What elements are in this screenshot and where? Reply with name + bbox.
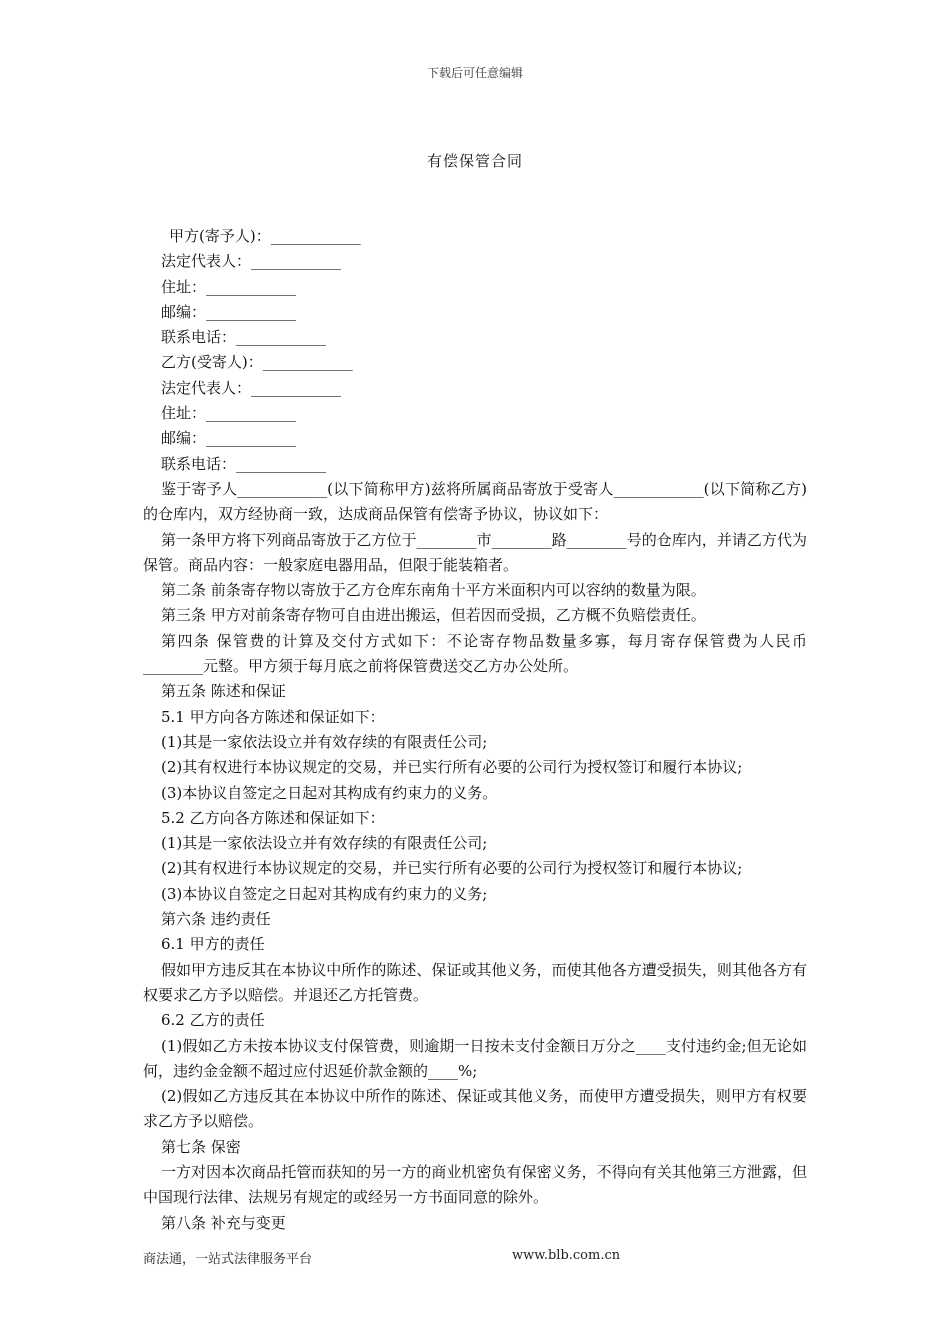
clause-5-heading: 第五条 陈述和保证 bbox=[161, 682, 286, 701]
clause-5-2: 5.2 乙方向各方陈述和保证如下： bbox=[161, 808, 385, 827]
clause-6-heading: 第六条 违约责任 bbox=[161, 910, 271, 929]
party-b-phone: 联系电话：____________ bbox=[161, 454, 327, 473]
header-note: 下载后可任意编辑 bbox=[426, 66, 523, 80]
footer-brand: 商法通，一站式法律服务平台 bbox=[143, 1252, 313, 1267]
party-a-postcode: 邮编：____________ bbox=[161, 302, 297, 321]
clause-7-heading: 第七条 保密 bbox=[161, 1137, 241, 1156]
party-b-representative: 法定代表人：____________ bbox=[161, 378, 342, 397]
party-b-name: 乙方(受寄人)：____________ bbox=[161, 353, 353, 372]
clause-5-1-item: (1)其是一家依法设立并有效存续的有限责任公司; bbox=[161, 732, 488, 751]
clause-6-1: 6.1 甲方的责任 bbox=[161, 935, 265, 954]
clause-1: 第一条甲方将下列商品寄放于乙方位于________市________路________号的仓库内，并请乙方代为保管。商品内容：一般家庭电器用品，但限于能装箱者。 bbox=[143, 530, 807, 574]
clause-5-2-item: (1)其是一家依法设立并有效存续的有限责任公司; bbox=[161, 834, 488, 853]
contract-body bbox=[143, 224, 807, 1236]
clause-5-2-item: (3)本协议自签定之日起对其构成有约束力的义务; bbox=[161, 884, 488, 903]
clause-4: 第四条 保管费的计算及交付方式如下：不论寄存物品数量多寡，每月寄存保管费为人民币________元整。甲方须于每月底之前将保管费送交乙方办公处所。 bbox=[143, 631, 807, 676]
party-b-address: 住址：____________ bbox=[161, 404, 297, 423]
party-a-representative: 法定代表人：____________ bbox=[161, 252, 342, 271]
clause-6-1-text: 假如甲方违反其在本协议中所作的陈述、保证或其他义务，而使其他各方遭受损失，则其他各方有权要求乙方予以赔偿。并退还乙方托管费。 bbox=[143, 960, 807, 1004]
party-a-address: 住址：____________ bbox=[161, 277, 297, 296]
clause-5-1-item: (3)本协议自签定之日起对其构成有约束力的义务。 bbox=[161, 783, 498, 802]
clause-8-heading: 第八条 补充与变更 bbox=[161, 1213, 286, 1232]
clause-5-1-item: (2)其有权进行本协议规定的交易，并已实行所有必要的公司行为授权签订和履行本协议; bbox=[161, 758, 743, 777]
clause-5-1: 5.1 甲方向各方陈述和保证如下： bbox=[161, 707, 385, 726]
footer-url: www.blb.com.cn bbox=[512, 1248, 621, 1263]
intro-paragraph: 鉴于寄予人____________(以下简称甲方)兹将所属商品寄放于受寄人____________(以下简称乙方)的仓库内，双方经协商一致，达成商品保管有偿寄予协议，协议如下： bbox=[143, 479, 807, 524]
clause-2: 第二条 前条寄存物以寄放于乙方仓库东南角十平方米面积内可以容纳的数量为限。 bbox=[161, 581, 706, 600]
clause-7-text: 一方对因本次商品托管而获知的另一方的商业机密负有保密义务，不得向有关其他第三方泄露，但中国现行法律、法规另有规定的或经另一方书面同意的除外。 bbox=[143, 1162, 807, 1207]
clause-6-2-item-2: (2)假如乙方违反其在本协议中所作的陈述、保证或其他义务，而使甲方遭受损失，则甲方有权要求乙方予以赔偿。 bbox=[143, 1087, 807, 1131]
party-b-postcode: 邮编：____________ bbox=[161, 429, 297, 448]
party-a-phone: 联系电话：____________ bbox=[161, 328, 327, 347]
clause-6-2-item-1: (1)假如乙方未按本协议支付保管费，则逾期一日按未支付金额日万分之____支付违约金;但无论如何，违约金金额不超过应付迟延价款金额的____%; bbox=[143, 1036, 807, 1080]
clause-5-2-item: (2)其有权进行本协议规定的交易，并已实行所有必要的公司行为授权签订和履行本协议; bbox=[161, 859, 743, 878]
clause-6-2: 6.2 乙方的责任 bbox=[161, 1011, 265, 1030]
party-a-name: 甲方(寄予人)：____________ bbox=[169, 227, 361, 245]
clause-3: 第三条 甲方对前条寄存物可自由进出搬运，但若因而受损，乙方概不负赔偿责任。 bbox=[161, 606, 706, 625]
document-title: 有偿保管合同 bbox=[426, 152, 523, 170]
